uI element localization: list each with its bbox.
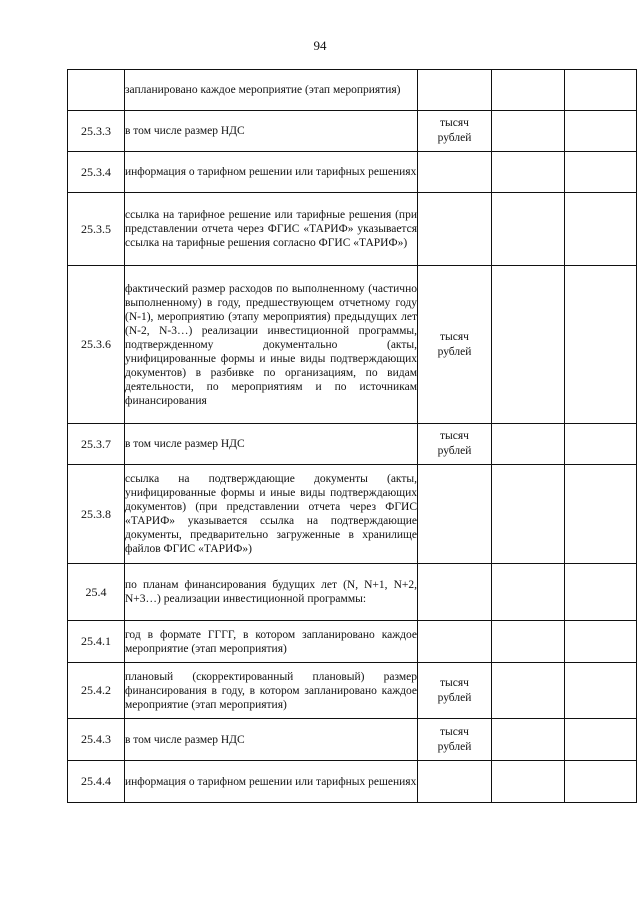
row-number: 25.3.5 <box>68 193 125 266</box>
value-cell <box>492 424 565 465</box>
row-unit <box>418 621 492 663</box>
table-row <box>68 70 637 111</box>
row-description: плановый (скорректированный плановый) размер финансирования в году, в котором запланировано каждое мероприятие (этап мероприятия) <box>125 663 418 719</box>
table-row <box>68 424 637 465</box>
value-cell <box>565 70 637 111</box>
row-number <box>68 70 125 111</box>
table-row <box>68 621 637 663</box>
table-row <box>68 193 637 266</box>
row-description: фактический размер расходов по выполненному (частично выполненному) в году, предшествующем отчетному году (N-1), мероприятию (этапу мероприятия) предыдущих лет (N-2, N-3…) реализации инвестиционной программы, подтвержденному документально (акты, унифицированные формы и иные виды подтверждающих документов) в разбивке по организациям, по видам деятельности, по мероприятиям и по источникам финансирования <box>125 266 418 424</box>
value-cell <box>565 564 637 621</box>
row-number: 25.3.7 <box>68 424 125 465</box>
table-row <box>68 564 637 621</box>
requirements-table <box>67 69 637 803</box>
table-row <box>68 719 637 761</box>
value-cell <box>492 111 565 152</box>
row-description: в том числе размер НДС <box>125 424 418 465</box>
row-unit: тысяч рублей <box>418 266 492 424</box>
row-description: ссылка на тарифное решение или тарифные решения (при представлении отчета через ФГИС «ТАРИФ» указывается ссылка на тарифные решения согласно ФГИС «ТАРИФ») <box>125 193 418 266</box>
row-number: 25.4.4 <box>68 761 125 803</box>
row-number: 25.3.8 <box>68 465 125 564</box>
row-unit: тысяч рублей <box>418 111 492 152</box>
row-unit <box>418 761 492 803</box>
row-number: 25.4.3 <box>68 719 125 761</box>
row-description: по планам финансирования будущих лет (N, N+1, N+2, N+3…) реализации инвестиционной программы: <box>125 564 418 621</box>
table-row <box>68 266 637 424</box>
value-cell <box>565 152 637 193</box>
table-row <box>68 152 637 193</box>
table-row <box>68 663 637 719</box>
row-description: запланировано каждое мероприятие (этап мероприятия) <box>125 70 418 111</box>
value-cell <box>492 193 565 266</box>
value-cell <box>565 465 637 564</box>
value-cell <box>492 465 565 564</box>
value-cell <box>492 663 565 719</box>
value-cell <box>492 152 565 193</box>
row-description: информация о тарифном решении или тарифных решениях <box>125 761 418 803</box>
value-cell <box>492 70 565 111</box>
page-number: 94 <box>313 38 327 53</box>
value-cell <box>565 193 637 266</box>
value-cell <box>492 761 565 803</box>
row-unit <box>418 152 492 193</box>
value-cell <box>492 719 565 761</box>
row-unit <box>418 193 492 266</box>
row-unit: тысяч рублей <box>418 719 492 761</box>
value-cell <box>492 621 565 663</box>
value-cell <box>492 564 565 621</box>
value-cell <box>565 719 637 761</box>
value-cell <box>565 424 637 465</box>
row-description: в том числе размер НДС <box>125 719 418 761</box>
row-unit <box>418 465 492 564</box>
row-unit: тысяч рублей <box>418 424 492 465</box>
value-cell <box>565 663 637 719</box>
value-cell <box>565 621 637 663</box>
row-unit: тысяч рублей <box>418 663 492 719</box>
row-number: 25.3.3 <box>68 111 125 152</box>
row-number: 25.3.6 <box>68 266 125 424</box>
row-description: в том числе размер НДС <box>125 111 418 152</box>
value-cell <box>565 111 637 152</box>
row-description: информация о тарифном решении или тарифных решениях <box>125 152 418 193</box>
value-cell <box>565 266 637 424</box>
value-cell <box>565 761 637 803</box>
row-description: ссылка на подтверждающие документы (акты, унифицированные формы и иные виды подтверждающих документов) (при представлении отчета через ФГИС «ТАРИФ» указывается ссылка на подтверждающие документы, предварительно загруженные в хранилище файлов ФГИС «ТАРИФ») <box>125 465 418 564</box>
row-description: год в формате ГГГГ, в котором запланировано каждое мероприятие (этап мероприятия) <box>125 621 418 663</box>
table-row <box>68 111 637 152</box>
row-number: 25.4.2 <box>68 663 125 719</box>
row-unit <box>418 70 492 111</box>
table-row <box>68 465 637 564</box>
row-number: 25.4.1 <box>68 621 125 663</box>
row-unit <box>418 564 492 621</box>
row-number: 25.4 <box>68 564 125 621</box>
value-cell <box>492 266 565 424</box>
row-number: 25.3.4 <box>68 152 125 193</box>
table-row <box>68 761 637 803</box>
